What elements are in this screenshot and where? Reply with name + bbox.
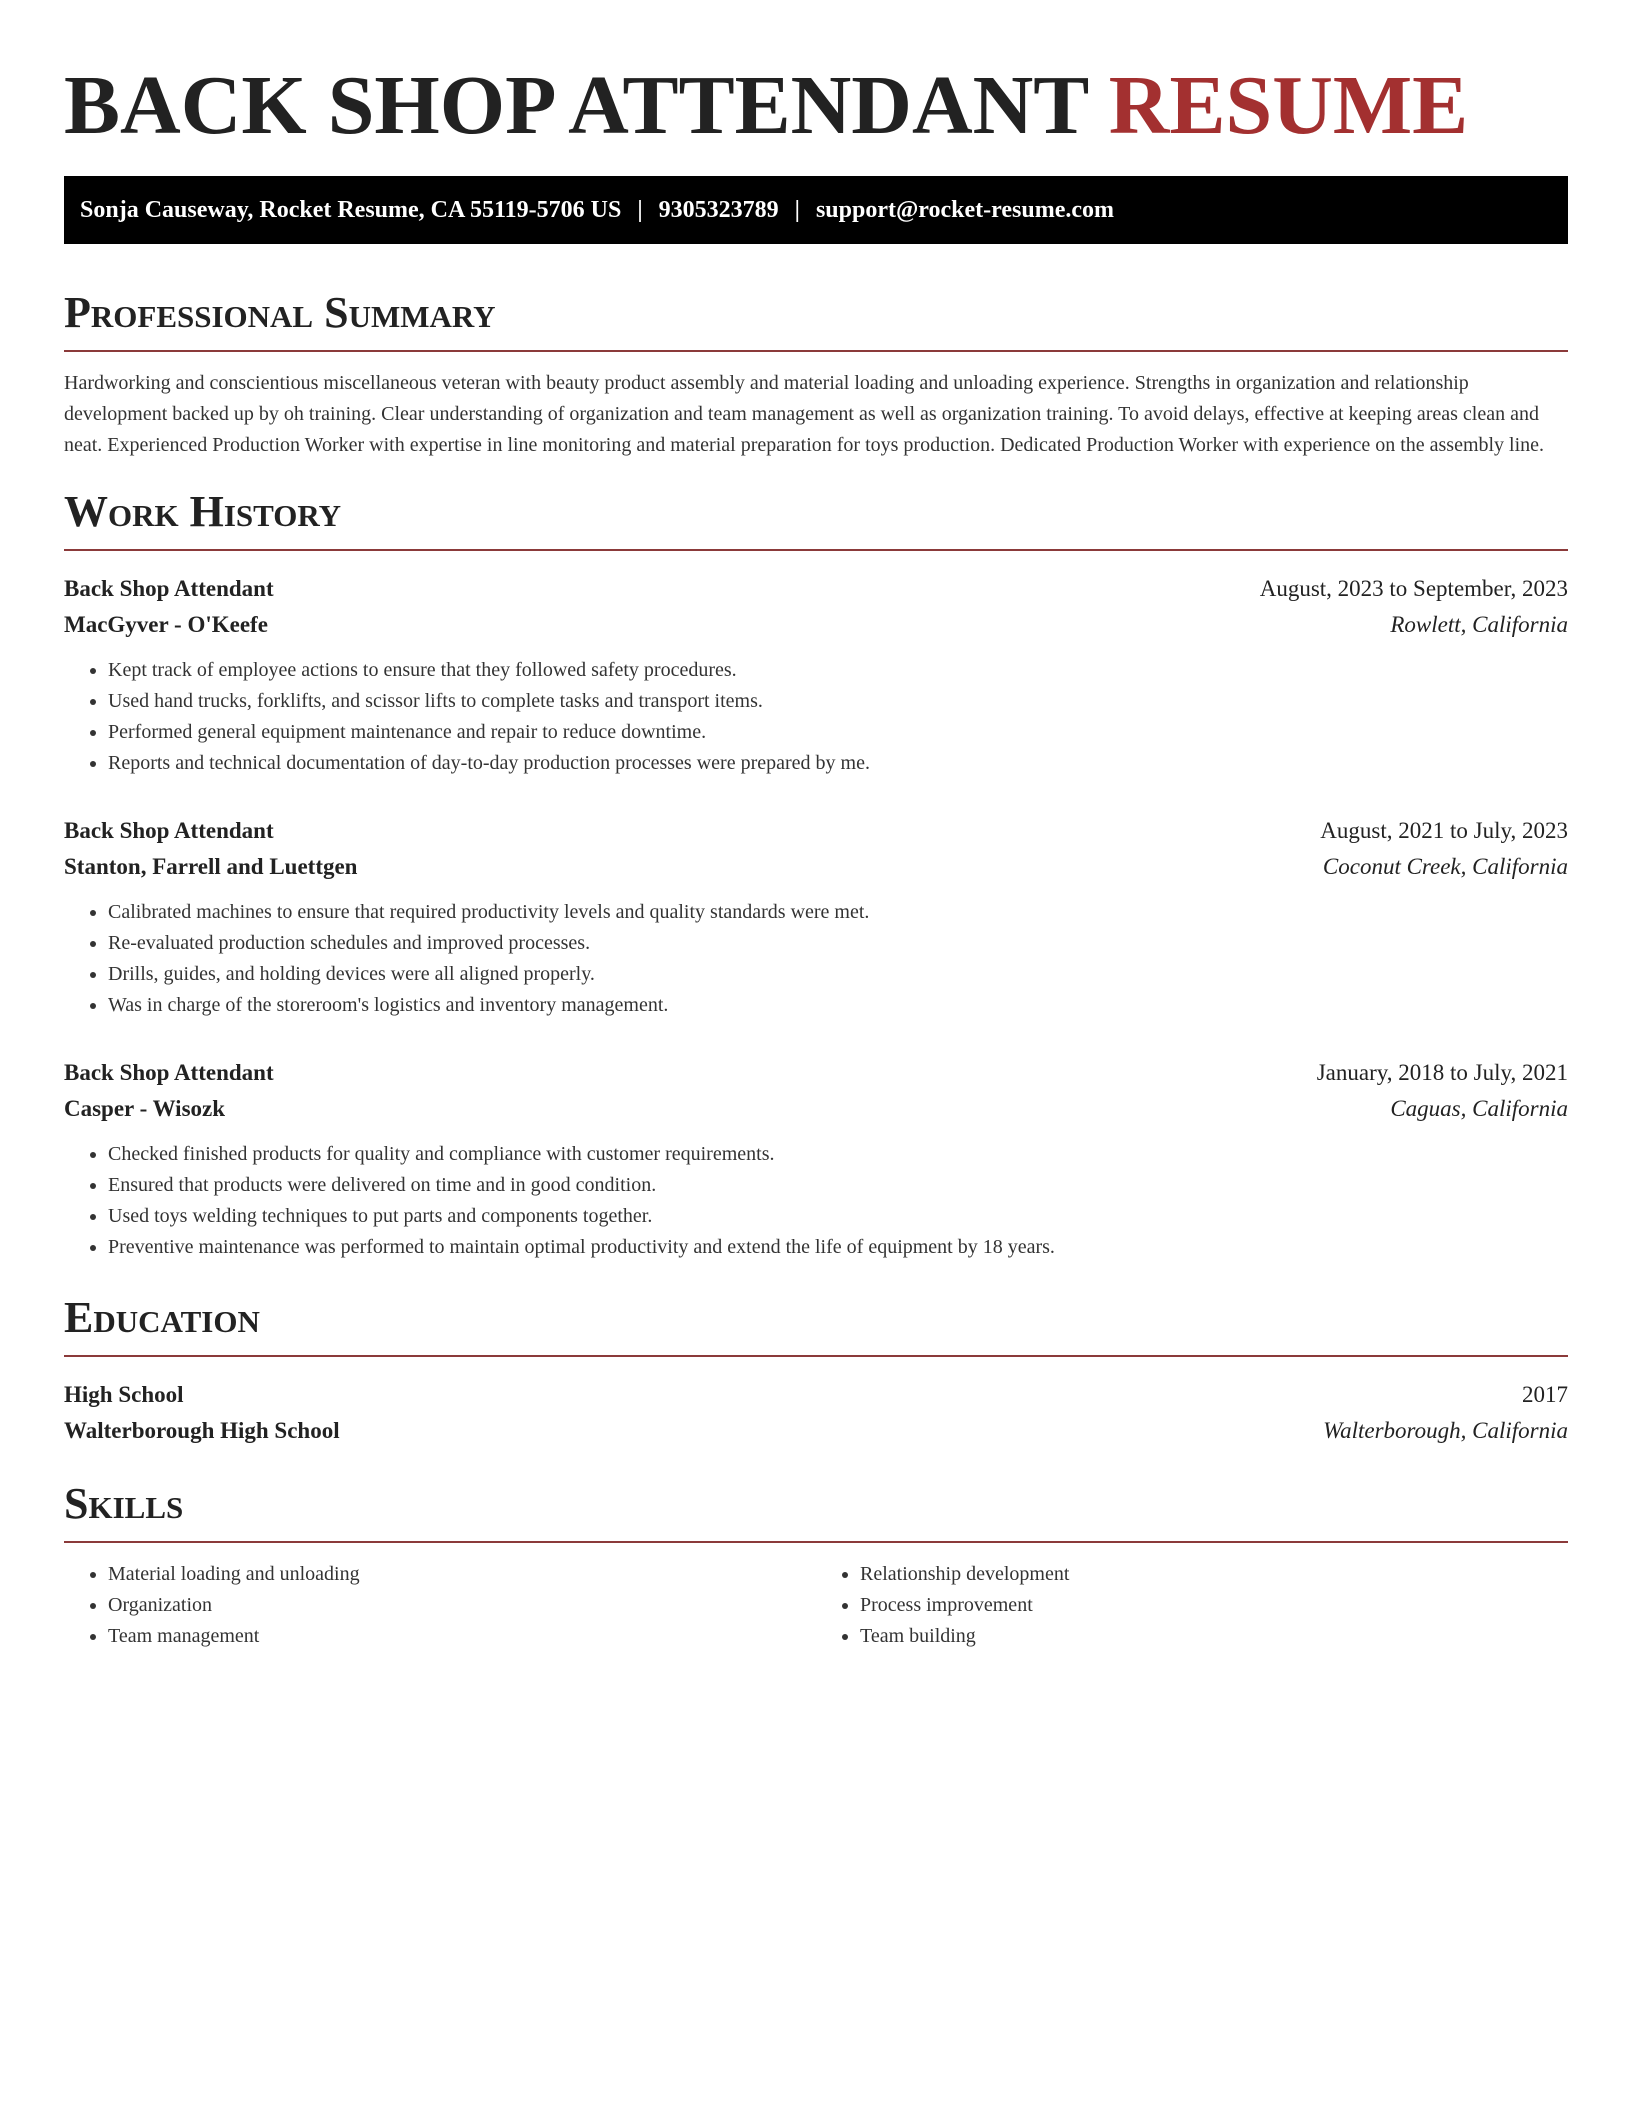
summary-heading: Professional Summary [64,288,496,337]
job-bullet: • Calibrated machines to ensure that required productivity levels and quality standards were met. [108,897,1568,928]
contact-separator: | [794,196,800,223]
skill-item: • Team management [108,1621,816,1652]
skills-column-left [64,1559,816,1652]
skills-heading: Skills [64,1479,184,1528]
job-bullet: • Ensured that products were delivered on time and in good condition. [108,1170,1568,1201]
summary-text: Hardworking and conscientious miscellaneous veteran with beauty product assembly and material loading and unloading experience. Strengths in organization and relationship development backed up by oh training. Clear understanding of organization and team management as well as organization training. To avoid delays, effective at keeping areas clean and neat. Experienced Production Worker with expertise in line monitoring and material preparation for toys production. Dedicated Production Worker with experience on the assembly line. [64,372,1545,456]
resume-title [64,56,1568,156]
contact-address: Sonja Causeway, Rocket Resume, CA 55119-5706 US [80,196,622,223]
education-school: Walterborough High School [64,1418,340,1443]
job-location: Coconut Creek, California [1322,854,1568,879]
education-degree: High School [64,1382,184,1407]
job-bullet: • Checked finished products for quality and compliance with customer requirements. [108,1139,1568,1170]
contact-bar [64,176,1568,244]
job-bullets [64,655,1568,779]
skills-column-right [816,1559,1568,1652]
job-bullet: • Was in charge of the storeroom's logistics and inventory management. [108,990,1568,1021]
job-company-row [64,1091,1568,1127]
section-divider [64,1541,1568,1543]
title-main: BACK SHOP ATTENDANT [64,59,1088,152]
job-bullet: • Re-evaluated production schedules and improved processes. [108,928,1568,959]
job-title: Back Shop Attendant [64,1060,274,1085]
skills-section [64,1479,1568,1652]
summary-section [64,288,1568,461]
job-dates: August, 2021 to July, 2023 [1320,818,1568,843]
job-title-row [64,813,1568,849]
skill-item: • Relationship development [860,1559,1568,1590]
job-title: Back Shop Attendant [64,818,274,843]
skill-item: • Team building [860,1621,1568,1652]
job-bullet: • Reports and technical documentation of day-to-day production processes were prepared by me. [108,748,1568,779]
section-divider [64,1355,1568,1357]
contact-phone: 9305323789 [658,196,779,223]
job-location: Caguas, California [1390,1096,1568,1121]
education-heading: Education [64,1293,260,1342]
job-entry [64,813,1568,1021]
skill-item: • Process improvement [860,1590,1568,1621]
education-entry [64,1377,1568,1449]
job-bullet: • Drills, guides, and holding devices were all aligned properly. [108,959,1568,990]
job-bullet: • Used hand trucks, forklifts, and scissor lifts to complete tasks and transport items. [108,686,1568,717]
education-school-row [64,1413,1568,1449]
education-location: Walterborough, California [1323,1418,1568,1443]
job-title-row [64,571,1568,607]
contact-separator: | [637,196,643,223]
job-company-row [64,849,1568,885]
work-history-heading: Work History [64,487,342,536]
job-title-row [64,1055,1568,1091]
title-accent: RESUME [1108,59,1469,152]
work-history-section [64,487,1568,1263]
job-location: Rowlett, California [1390,612,1568,637]
job-entry [64,1055,1568,1263]
education-year: 2017 [1522,1382,1568,1407]
section-divider [64,549,1568,551]
skill-item: • Organization [108,1590,816,1621]
job-title: Back Shop Attendant [64,576,274,601]
job-company: MacGyver - O'Keefe [64,612,268,637]
skill-item: • Material loading and unloading [108,1559,816,1590]
job-company-row [64,607,1568,643]
job-bullet: • Performed general equipment maintenance and repair to reduce downtime. [108,717,1568,748]
job-company: Stanton, Farrell and Luettgen [64,854,358,879]
job-bullets [64,897,1568,1021]
job-dates: August, 2023 to September, 2023 [1259,576,1568,601]
job-bullet: • Preventive maintenance was performed to maintain optimal productivity and extend the life of equipment by 18 years. [108,1232,1568,1263]
job-company: Casper - Wisozk [64,1096,226,1121]
education-section [64,1293,1568,1449]
job-bullets [64,1139,1568,1263]
section-divider [64,350,1568,352]
contact-email: support@rocket-resume.com [815,196,1115,223]
education-degree-row [64,1377,1568,1413]
job-dates: January, 2018 to July, 2021 [1316,1060,1568,1085]
skills-grid [64,1559,1568,1652]
job-bullet: • Used toys welding techniques to put parts and components together. [108,1201,1568,1232]
job-bullet: • Kept track of employee actions to ensure that they followed safety procedures. [108,655,1568,686]
job-entry [64,571,1568,779]
